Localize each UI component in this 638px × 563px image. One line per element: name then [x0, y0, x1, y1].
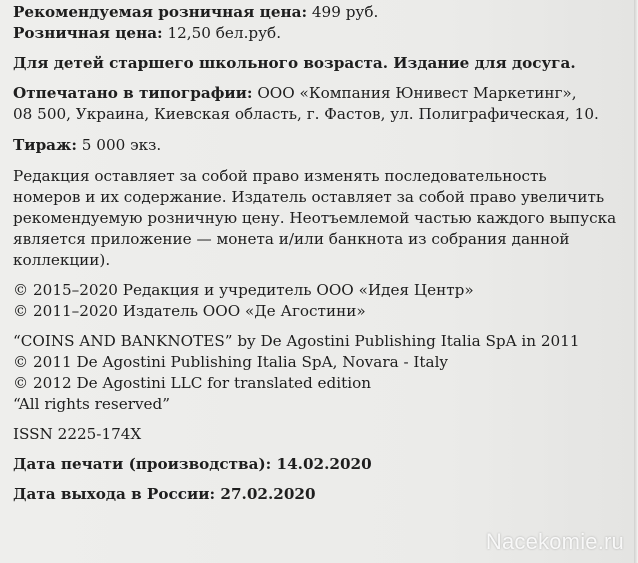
copyright-line: © 2011 De Agostini Publishing Italia SpA, Novara - Italy: [13, 353, 449, 371]
printing-house-label: Отпечатано в типографии:: [13, 84, 253, 102]
release-date-line: [13, 484, 613, 505]
copyright-line: © 2011–2020 Издатель ООО «Де Агостини»: [13, 302, 366, 320]
print-date-value: 14.02.2020: [271, 455, 372, 473]
notice-line: является приложение — монета и/или банкнота из собрания данной: [13, 230, 570, 248]
recommended-price-label: Рекомендуемая розничная цена:: [13, 3, 308, 21]
notice-line: номеров и их содержание. Издатель оставляет за собой право увеличить: [13, 188, 605, 206]
editorial-notice: [13, 166, 617, 271]
release-date-label: Дата выхода в России:: [13, 485, 216, 503]
printing-house-line: [13, 83, 613, 104]
release-date-value: 27.02.2020: [215, 485, 316, 503]
print-date-line: [13, 454, 613, 475]
recommended-price-value: 499 руб.: [307, 3, 379, 21]
imprint-text-block: [13, 2, 617, 505]
issn: ISSN 2225-174X: [13, 425, 142, 443]
copyright-line: “COINS AND BANKNOTES” by De Agostini Publishing Italia SpA in 2011: [13, 332, 580, 350]
print-date-label: Дата печати (производства):: [13, 455, 272, 473]
circulation-label: Тираж:: [13, 136, 77, 154]
site-watermark: Nacekomie.ru: [485, 529, 624, 554]
notice-line: Редакция оставляет за собой право изменять последовательность: [13, 167, 547, 185]
copyright-line: © 2012 De Agostini LLC for translated edition: [13, 374, 372, 392]
russian-copyright: [13, 280, 613, 322]
circulation-value: 5 000 экз.: [76, 136, 162, 154]
retail-price-label: Розничная цена:: [13, 24, 163, 42]
recommended-price-line: [13, 2, 613, 23]
notice-line: рекомендуемую розничную цену. Неотъемлемой частью каждого выпуска: [13, 209, 617, 227]
audience-note: Для детей старшего школьного возраста. Издание для досуга.: [13, 54, 576, 72]
retail-price-value: 12,50 бел.руб.: [162, 24, 282, 42]
page-edge: [634, 0, 638, 563]
copyright-line: “All rights reserved”: [13, 395, 171, 413]
circulation-line: [13, 135, 613, 156]
copyright-line: © 2015–2020 Редакция и учредитель ООО «Идея Центр»: [13, 281, 474, 299]
printing-house-address: 08 500, Украина, Киевская область, г. Фастов, ул. Полиграфическая, 10.: [13, 105, 599, 123]
printing-house-name: ООО «Компания Юнивест Маркетинг»,: [252, 84, 577, 102]
original-copyright: [13, 331, 613, 415]
retail-price-line: [13, 23, 613, 44]
notice-line: коллекции).: [13, 251, 111, 269]
